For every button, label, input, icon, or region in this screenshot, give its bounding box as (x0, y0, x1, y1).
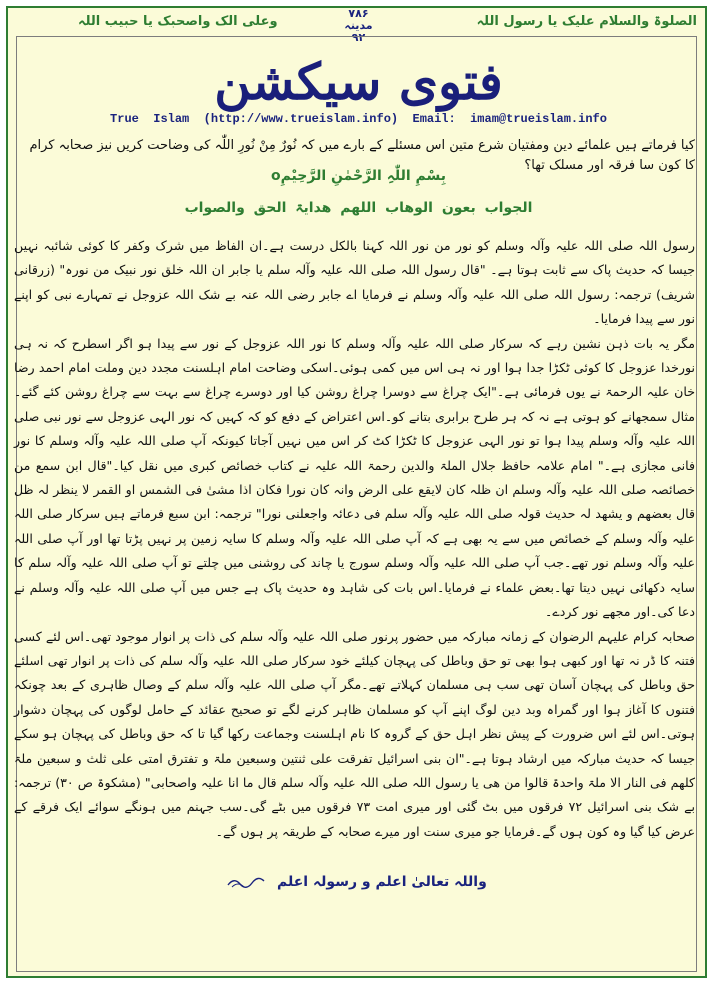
header-salutation-left: وعلی الک واصحبک یا حبیب اللہ (78, 14, 278, 29)
site-contact-line: True Islam (http://www.trueislam.info) Email: imam@trueislam.info (110, 112, 607, 126)
answer-paragraph-2: مگر یہ بات ذہن نشین رہے کہ سرکار صلی اللہ علیہ وآلہ وسلم کا نور اللہ عزوجل کے نور سے پیدا ہو اگر اسطرح کہ نہ ہی نورخدا عزوجل کا کوئی ٹکڑا جدا ہوا اور نہ ہی اس میں کمی ہوئی۔اسکی وضاحت امام اہلسنت مجدد دین وملت امام احمد رضا خان علیہ الرحمۃ نے یوں فرمائی ہے۔"ایک چراغ سے دوسرا چراغ روشن کیا اور دوسرے چراغ سے بہت سے چراغ روشن کئے گئے۔مثال سمجھانے کو ہوتی ہے نہ کہ ہر طرح برابری بتانے کو۔اس اعتراض کے دفع کو کہ کہیں کہ نور الہی عزوجل سے نور نبی صلی اللہ علیہ وآلہ وسلم پیدا ہوا تو نور الہی عزوجل کا ٹکڑا کٹ کر اس میں نہیں آجاتا کیونکہ آپ صلی اللہ علیہ وآلہ وسلم کا نور فانی مجازی ہے۔" امام علامہ حافظ جلال الملۃ والدین رحمۃ اللہ علیہ نے کتاب خصائص کبری میں نقل کیا۔"قال ابن سمع من خصائصہ صلی اللہ علیہ وآلہ وسلم ان ظلہ کان لایقع علی الرض وانہ کان نورا فکان اذا مشیٰ فی الشمس او القمر لا ینظر لہ ظل قال بعضھم و یشھد لہ حدیث قولہ صلی اللہ علیہ وآلہ سلم فی دعائہ واجعلنی نورا" ترجمہ: ابن سبع فرماتے ہیں سرکار صلی اللہ علیہ وآلہ وسلم کے خصائص میں سے یہ بھی ہے کہ آپ صلی اللہ علیہ وآلہ وسلم کا سایہ زمین پر نہیں پڑتا تھا اور آپ صلی اللہ علیہ وآلہ وسلم نور تھے۔جب آپ صلی اللہ علیہ وآلہ وسلم سورج یا چاند کی روشنی میں چلتے تو آپ صلی اللہ علیہ وآلہ سلم کا سایہ دکھائی نہیں دیتا تھا۔بعض علماء نے فرمایا۔اس بات کی شاہد وہ حدیث پاک ہے جس میں آپ صلی اللہ علیہ وآلہ وسلم نے دعا کی۔اور مجھے نور کردے۔ (14, 335, 695, 620)
page-title: فتوی سیکشن (214, 52, 503, 111)
answer-paragraph-1: رسول اللہ صلی اللہ علیہ وآلہ وسلم کو نور من نور اللہ کہنا بالکل درست ہے۔ان الفاظ میں شرک وکفر کا کوئی شائبہ نہیں جیسا کہ حدیث پاک سے ثابت ہوتا ہے۔ "قال رسول اللہ صلی اللہ علیہ وآلہ سلم یا جابر ان اللہ خلق نور نبیک من نورہ" (زرقانی شریف) ترجمہ: رسول اللہ صلی اللہ علیہ وآلہ وسلم نے فرمایا اے جابر رضی اللہ عنہ بے شک اللہ عزوجل نے تمہارے نبی کو اپنے نور سے پیدا فرمایا۔ (14, 238, 695, 327)
page-frame (6, 6, 707, 978)
header-salutation-right: الصلوۃ والسلام علیک یا رسول اللہ (476, 14, 697, 29)
header-number-top: ۷۸۶ (348, 7, 369, 20)
header-number-mid: مدینہ (344, 19, 373, 32)
header-number-bottom: ۹۲ (351, 31, 366, 44)
bismillah: بِسْمِ اللّٰہِ الرَّحْمٰنِ الرَّحِیْمِo (270, 168, 447, 184)
question-text: کیا فرماتے ہیں علمائے دین ومفتیان شرع متین اس مسئلے کے بارے میں کہ نُورٌ مِنْ نُورِ اللّٰہ کی وضاحت کریں نیز صحابہ کرام کا کون سا فرقہ اور مسلک تھا؟ (29, 138, 695, 173)
calligraphy-seal-icon (226, 875, 266, 889)
closing-text: واللہ تعالیٰ اعلم و رسولہ اعلم (277, 874, 487, 890)
answer-paragraph-3: صحابہ کرام علیہم الرضوان کے زمانہ مبارکہ میں حضور پرنور صلی اللہ علیہ وآلہ سلم کی ذات پر انوار موجود تھی۔اس لئے کسی فتنہ کا ڈر نہ تھا اور کبھی ہوا بھی تو حق وباطل کی پہچان کیلئے خود سرکار صلی اللہ علیہ وآلہ سلم کی ذات پر انوار تھی اسلئے حق وباطل کی پہچان آسان تھی سب ہی مسلمان کہلاتے تھے۔مگر آپ صلی اللہ علیہ وآلہ سلم کے وصال ظاہری کے بعد چونکہ فتنوں کا آغاز ہوا اور گمراہ وبد دین لوگ اپنے آپ کو مسلمان ظاہر کرنے لگے تو صحیح عقائد کے حامل لوگوں کی پہچان دشوار ہوتی۔اس لئے اس ضرورت کے پیش نظر اہل حق کے گروہ کا نام اہلسنت وجماعت رکھا گیا تا کہ حق وباطل کی پہچان ہو سکے جیسا کہ حدیث مبارکہ میں ارشاد ہوتا ہے۔"ان بنی اسرائیل تفرقت علی ثنتین وسبعین ملۃ و تفترق امتی علی ثلث و سبعین ملۃ کلھم فی النار الا ملۃ واحدۃ قالوا من ھی یا رسول اللہ صلی اللہ علیہ وآلہ سلم قال ما انا علیہ واصحابی" (مشکوۃ ص ۳۰) ترجمہ: بے شک بنی اسرائیل ۷۲ فرقوں میں بٹ گئی اور میری امت ۷۳ فرقوں میں بٹے گی۔سب جہنم میں ہونگے سوائے ایک فرقے کے عرض کیا گیا وہ کون ہوں گے۔فرمایا جو میری سنت اور میرے صحابہ کے طریقہ پر ہوں گے۔ (14, 628, 695, 839)
answer-body (14, 234, 695, 844)
closing-line (8, 874, 705, 890)
answer-heading: الجواب بعون الوھاب اللھم ھدایۃ الحق والصواب (184, 200, 533, 216)
